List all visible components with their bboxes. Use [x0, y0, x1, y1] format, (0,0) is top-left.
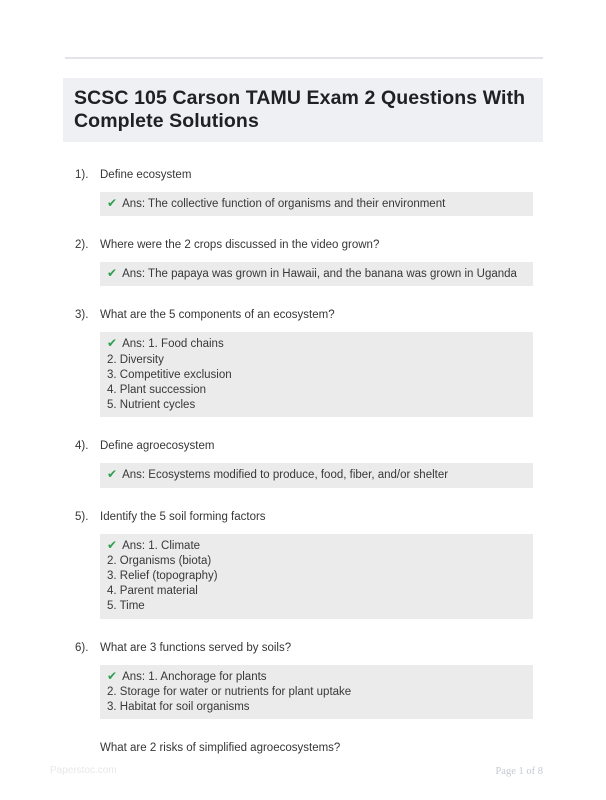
- answer-text: Ans: 1. Climate: [122, 539, 201, 552]
- answer-text: 3. Competitive exclusion: [107, 368, 232, 381]
- answer-line: [107, 669, 525, 685]
- answer-text: 2. Organisms (biota): [107, 554, 212, 567]
- answer-line: [107, 584, 525, 599]
- question-item: [63, 168, 543, 216]
- answer-line: [107, 353, 525, 368]
- answer-line: [107, 336, 525, 352]
- question-text: What are the 5 components of an ecosystem?: [100, 309, 335, 322]
- page-content: [63, 0, 543, 778]
- answer-text: 3. Habitat for soil organisms: [107, 701, 250, 714]
- answer-line: [107, 685, 525, 700]
- answer-line: [107, 538, 525, 554]
- question-number: 3).: [75, 309, 89, 322]
- question-item: [63, 238, 543, 286]
- check-icon: ✔: [107, 196, 118, 210]
- question-number: 6).: [75, 641, 89, 654]
- check-icon: ✔: [107, 668, 118, 683]
- question-row: [63, 308, 543, 323]
- answer-text: Ans: Ecosystems modified to produce, food, fiber, and/or shelter: [122, 469, 449, 482]
- check-icon: ✔: [107, 336, 118, 351]
- question-row: [63, 439, 543, 454]
- question-text: Define agroecosystem: [100, 440, 215, 453]
- question-text: Identify the 5 soil forming factors: [100, 510, 266, 523]
- answer-text: Ans: 1. Anchorage for plants: [122, 670, 267, 683]
- answer-text: 2. Diversity: [107, 353, 164, 366]
- answer-text: 5. Nutrient cycles: [107, 399, 196, 412]
- answer-text: 2. Storage for water or nutrients for plant uptake: [107, 685, 352, 698]
- answer-text: Ans: The collective function of organisms and their environment: [122, 198, 446, 210]
- answer-line: [107, 398, 525, 413]
- answer-line: [107, 554, 525, 569]
- answer-block: [100, 192, 533, 216]
- answer-line: [107, 569, 525, 584]
- question-number: 1).: [75, 169, 89, 181]
- question-text: Define ecosystem: [100, 169, 192, 181]
- answer-block: [100, 463, 533, 487]
- answer-block: [100, 262, 533, 286]
- question-row: [63, 741, 543, 756]
- page-number: Page 1 of 8: [495, 766, 543, 777]
- answer-block: [100, 665, 533, 720]
- answer-text: Ans: 1. Food chains: [122, 338, 224, 351]
- question-row: [63, 641, 543, 656]
- question-row: [63, 168, 543, 183]
- page-title: SCSC 105 Carson TAMU Exam 2 Questions With Complete Solutions: [63, 78, 543, 142]
- answer-line: [107, 383, 525, 398]
- answer-line: [107, 700, 525, 715]
- answer-block: [100, 534, 533, 619]
- answer-block: [100, 332, 533, 417]
- question-row: [63, 510, 543, 525]
- answer-line: [107, 196, 525, 212]
- answer-text: 4. Plant succession: [107, 384, 207, 397]
- watermark: Paperstoc.com: [50, 765, 117, 776]
- check-icon: ✔: [107, 537, 118, 552]
- answer-text: Ans: The papaya was grown in Hawaii, and the banana was grown in Uganda: [122, 268, 517, 281]
- question-row: [63, 238, 543, 253]
- answer-text: 4. Parent material: [107, 585, 198, 598]
- answer-text: 3. Relief (topography): [107, 570, 218, 583]
- answer-text: 5. Time: [107, 600, 145, 613]
- question-text: What are 2 risks of simplified agroecosystems?: [100, 742, 341, 755]
- check-icon: ✔: [107, 266, 118, 281]
- questions-list: [63, 168, 543, 756]
- question-text: What are 3 functions served by soils?: [100, 641, 292, 654]
- question-number: 4).: [75, 440, 89, 453]
- question-number: 2).: [75, 239, 89, 252]
- answer-line: [107, 368, 525, 383]
- question-number: 5).: [75, 510, 89, 523]
- question-item: [63, 510, 543, 619]
- answer-line: [107, 266, 525, 282]
- question-item: [63, 641, 543, 720]
- question-item: [63, 308, 543, 417]
- question-item: [63, 741, 543, 756]
- answer-line: [107, 599, 525, 614]
- question-text: Where were the 2 crops discussed in the video grown?: [100, 239, 380, 252]
- answer-line: [107, 467, 525, 483]
- check-icon: ✔: [107, 467, 118, 482]
- question-item: [63, 439, 543, 487]
